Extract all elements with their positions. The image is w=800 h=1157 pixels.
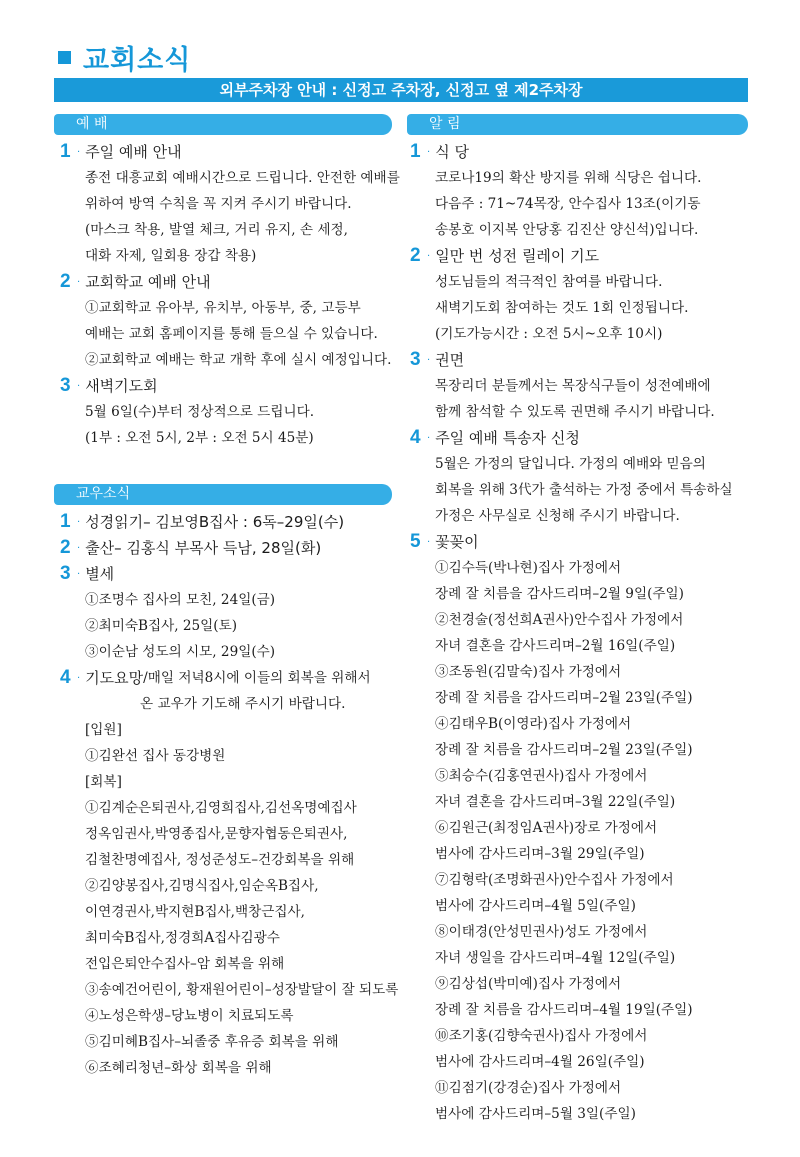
item-line: 성도님들의 적극적인 참여를 바랍니다. [435, 274, 663, 290]
item-number: 1 [60, 511, 71, 532]
item-number: 4 [410, 427, 421, 448]
worship-list [60, 139, 400, 451]
item-title: 주일 예배 안내 [85, 143, 182, 161]
item-title: 일만 번 성전 릴레이 기도 [435, 247, 600, 265]
item-title: 별세 [85, 565, 115, 583]
list-item: 2 · 일만 번 성전 릴레이 기도 성도님들의 적극적인 참여를 바랍니다. 새벽기도회 참여하는 것도 1회 인정됩니다. (기도가능시간 : 오전 5시~오후 10시) [410, 245, 755, 347]
item-title: 새벽기도회 [85, 377, 158, 395]
item-line: ⑦김형락(조명화권사)안수집사 가정에서 [435, 872, 674, 888]
item-title: 성경읽기 [85, 513, 144, 531]
item-number: 5 [410, 531, 421, 552]
item-line: 범사에 감사드리며–5월 3일(주일) [435, 1106, 636, 1122]
item-line: ①조명수 집사의 모친, 24일(금) [85, 592, 276, 608]
item-line: 송봉호 이지복 안당홍 김진산 양신석)입니다. [435, 222, 699, 238]
item-line: 자녀 결혼을 감사드리며–3월 22일(주일) [435, 794, 676, 810]
square-bullet-icon [58, 51, 71, 64]
item-line: 코로나19의 확산 방지를 위해 식당은 쉽니다. [435, 170, 702, 186]
item-line: 회복을 위해 3代가 출석하는 가정 중에서 특송하실 [435, 482, 733, 498]
section-header-members: 교우소식 [54, 484, 392, 505]
item-line: ③이순남 성도의 시모, 29일(수) [85, 644, 276, 660]
item-number: 2 [60, 537, 71, 558]
list-item: 1 · 주일 예배 안내 종전 대흥교회 예배시간으로 드립니다. 안전한 예배를 위하여 방역 수칙을 꼭 지켜 주시기 바랍니다. (마스크 착용, 발열 체크, 거리 유지, 손 세정, 대화 자제, 일회용 장갑 착용) [60, 141, 400, 269]
page-title-text: 교회소식 [83, 45, 192, 76]
item-line: (기도가능시간 : 오전 5시~오후 10시) [435, 326, 663, 342]
members-list [60, 509, 400, 1081]
item-line: 대화 자제, 일회용 장갑 착용) [85, 248, 257, 264]
item-line: ⑥조혜리청년–화상 회복을 위해 [85, 1060, 272, 1076]
list-item: 2 · 교회학교 예배 안내 ①교회학교 유아부, 유치부, 아동부, 중, 고등부 예배는 교회 홈페이지를 통해 들으실 수 있습니다. ②교회학교 예배는 학교 개학 후에 실시 예정입니다. [60, 271, 400, 373]
item-line: 종전 대흥교회 예배시간으로 드립니다. 안전한 예배를 [85, 170, 400, 186]
item-line: 범사에 감사드리며–4월 26일(주일) [435, 1054, 645, 1070]
item-detail: – 김홍식 부목사 득남, 28일(화) [114, 539, 322, 557]
item-number: 4 [60, 667, 71, 688]
item-number: 3 [60, 375, 71, 396]
item-line: 범사에 감사드리며–3월 29일(주일) [435, 846, 645, 862]
item-detail: /매일 저녁8시에 이들의 회복을 위해서 [143, 670, 371, 686]
item-line: ②최미숙B집사, 25일(토) [85, 618, 238, 634]
item-number: 1 [410, 141, 421, 162]
item-line: 위하여 방역 수칙을 꼭 지켜 주시기 바랍니다. [85, 196, 352, 212]
notices-list [410, 139, 755, 1127]
item-number: 3 [60, 563, 71, 584]
item-title: 권면 [435, 351, 465, 369]
item-title: 출산 [85, 539, 115, 557]
item-line: 자녀 결혼을 감사드리며–2월 16일(주일) [435, 638, 676, 654]
item-line: ②천경술(정선희A권사)안수집사 가정에서 [435, 612, 684, 628]
section-header-worship: 예 배 [54, 114, 392, 135]
item-line: 최미숙B집사,정경희A집사김광수 [85, 930, 280, 946]
item-line: (마스크 착용, 발열 체크, 거리 유지, 손 세정, [85, 222, 348, 238]
list-item: 1 · 성경읽기 – 김보영B집사 : 6독–29일(수) [60, 511, 345, 532]
item-line: ⑪김점기(강경순)집사 가정에서 [435, 1080, 622, 1096]
list-item: 4 · 기도요망 /매일 저녁8시에 이들의 회복을 위해서 온 교우가 기도해 주시기 바랍니다. [입원] ①김완선 집사 동강병원 [회복] ①김계순은퇴권사,김영희집사,김선옥명예집사 정옥임권사,박영종집사,문향자협동은퇴권사, 김철찬명예집사, 정성준성도–건강회복을 위해 ②김양봉집사,김명식집사,임순옥B집사, 이연경권사,박지현B집사,백창근집사, 최미숙B집사,정경희A집사김광수 전입은퇴안수집사–암 회복을 위해 ③송예건어린이, 황재원어린이–성장발달이 잘 되도록 ④노성은학생–당뇨병이 치료되도록 ⑤김미혜B집사–뇌졸중 후유증 회복을 위해 ⑥조혜리청년–화상 회복을 위해 [60, 667, 400, 1081]
item-line: ①김계순은퇴권사,김영희집사,김선옥명예집사 [85, 800, 357, 816]
item-line: ⑩조기홍(김향숙권사)집사 가정에서 [435, 1028, 648, 1044]
item-line: 전입은퇴안수집사–암 회복을 위해 [85, 956, 285, 972]
list-item: 2 · 출산 – 김홍식 부목사 득남, 28일(화) [60, 537, 322, 558]
item-number: 3 [410, 349, 421, 370]
item-line: 새벽기도회 참여하는 것도 1회 인정됩니다. [435, 300, 689, 316]
list-item: 5 · 꽃꽂이 ①김수득(박나현)집사 가정에서 장례 잘 치름을 감사드리며–2월 9일(주일) ②천경술(정선희A권사)안수집사 가정에서 자녀 결혼을 감사드리며–2월 16일(주일) ③조동원(김말숙)집사 가정에서 장례 잘 치름을 감사드리며–2월 23일(주일) ④김태우B(이영라)집사 가정에서 장례 잘 치름을 감사드리며–2월 23일(주일) ⑤최승수(김홍연권사)집사 가정에서 자녀 결혼을 감사드리며–3월 22일(주일) ⑥김원근(최정임A권사)장로 가정에서 범사에 감사드리며–3월 29일(주일) ⑦김형락(조명화권사)안수집사 가정에서 범사에 감사드리며–4월 5일(주일) ⑧이태경(안성민권사)성도 가정에서 자녀 생일을 감사드리며–4월 12일(주일) ⑨김상섭(박미예)집사 가정에서 장례 잘 치름을 감사드리며–4월 19일(주일) ⑩조기홍(김향숙권사)집사 가정에서 범사에 감사드리며–4월 26일(주일) ⑪김점기(강경순)집사 가정에서 범사에 감사드리며–5월 3일(주일) [410, 531, 755, 1127]
item-line: 목장리더 분들께서는 목장식구들이 성전예배에 [435, 378, 711, 394]
item-line: 장례 잘 치름을 감사드리며–2월 23일(주일) [435, 742, 693, 758]
section-header-notices: 알 림 [407, 114, 748, 135]
subheading-recovery: [회복] [85, 774, 122, 790]
item-line: 장례 잘 치름을 감사드리며–4월 19일(주일) [435, 1002, 693, 1018]
item-line: ③송예건어린이, 황재원어린이–성장발달이 잘 되도록 [85, 982, 399, 998]
page-title [58, 38, 191, 77]
item-line: ①교회학교 유아부, 유치부, 아동부, 중, 고등부 [85, 300, 361, 316]
item-number: 2 [60, 271, 71, 292]
item-line: ⑥김원근(최정임A권사)장로 가정에서 [435, 820, 658, 836]
item-line: ⑤최승수(김홍연권사)집사 가정에서 [435, 768, 648, 784]
item-line: ④김태우B(이영라)집사 가정에서 [435, 716, 632, 732]
item-line: ⑤김미혜B집사–뇌졸중 후유증 회복을 위해 [85, 1034, 339, 1050]
item-line: 정옥임권사,박영종집사,문향자협동은퇴권사, [85, 826, 348, 842]
item-title: 교회학교 예배 안내 [85, 273, 211, 291]
item-line: 예배는 교회 홈페이지를 통해 들으실 수 있습니다. [85, 326, 378, 342]
item-title: 주일 예배 특송자 신청 [435, 429, 580, 447]
item-line: ③조동원(김말숙)집사 가정에서 [435, 664, 622, 680]
item-line: 장례 잘 치름을 감사드리며–2월 23일(주일) [435, 690, 693, 706]
item-line: ②교회학교 예배는 학교 개학 후에 실시 예정입니다. [85, 352, 392, 368]
item-title: 기도요망 [85, 669, 144, 687]
list-item: 3 · 별세 ①조명수 집사의 모친, 24일(금) ②최미숙B집사, 25일(토) ③이순남 성도의 시모, 29일(수) [60, 563, 400, 665]
item-number: 2 [410, 245, 421, 266]
parking-banner: 외부주차장 안내 : 신정고 주차장, 신정고 옆 제2주차장 [54, 78, 748, 102]
item-line: ②김양봉집사,김명식집사,임순옥B집사, [85, 878, 319, 894]
item-line: ④노성은학생–당뇨병이 치료되도록 [85, 1008, 294, 1024]
item-line: 범사에 감사드리며–4월 5일(주일) [435, 898, 636, 914]
item-line: 자녀 생일을 감사드리며–4월 12일(주일) [435, 950, 676, 966]
list-item: 1 · 식 당 코로나19의 확산 방지를 위해 식당은 쉽니다. 다음주 : 71~74목장, 안수집사 13조(이기동 송봉호 이지복 안당홍 김진산 양신석)입니다. [410, 141, 755, 243]
item-line: 가정은 사무실로 신청해 주시기 바랍니다. [435, 508, 680, 524]
item-line: (1부 : 오전 5시, 2부 : 오전 5시 45분) [85, 430, 314, 446]
item-line: 온 교우가 기도해 주시기 바랍니다. [140, 696, 346, 712]
item-line: 다음주 : 71~74목장, 안수집사 13조(이기동 [435, 196, 701, 212]
subheading-admitted: [입원] [85, 722, 122, 738]
item-line: 장례 잘 치름을 감사드리며–2월 9일(주일) [435, 586, 684, 602]
item-line: ①김완선 집사 동강병원 [85, 748, 226, 764]
list-item: 4 · 주일 예배 특송자 신청 5월은 가정의 달입니다. 가정의 예배와 믿음의 회복을 위해 3代가 출석하는 가정 중에서 특송하실 가정은 사무실로 신청해 주시기 바랍니다. [410, 427, 755, 529]
list-item: 3 · 새벽기도회 5월 6일(수)부터 정상적으로 드립니다. (1부 : 오전 5시, 2부 : 오전 5시 45분) [60, 375, 400, 451]
item-line: 김철찬명예집사, 정성준성도–건강회복을 위해 [85, 852, 355, 868]
item-detail: – 김보영B집사 : 6독–29일(수) [143, 513, 345, 531]
item-line: 이연경권사,박지현B집사,백창근집사, [85, 904, 305, 920]
item-line: 5월 6일(수)부터 정상적으로 드립니다. [85, 404, 315, 420]
item-number: 1 [60, 141, 71, 162]
item-line: ⑨김상섭(박미예)집사 가정에서 [435, 976, 622, 992]
item-line: ①김수득(박나현)집사 가정에서 [435, 560, 622, 576]
list-item: 3 · 권면 목장리더 분들께서는 목장식구들이 성전예배에 함께 참석할 수 있도록 권면해 주시기 바랍니다. [410, 349, 755, 425]
item-line: 5월은 가정의 달입니다. 가정의 예배와 믿음의 [435, 456, 706, 472]
item-line: 함께 참석할 수 있도록 권면해 주시기 바랍니다. [435, 404, 715, 420]
item-line: ⑧이태경(안성민권사)성도 가정에서 [435, 924, 648, 940]
item-title: 꽃꽂이 [435, 533, 479, 551]
item-title: 식 당 [435, 143, 469, 161]
